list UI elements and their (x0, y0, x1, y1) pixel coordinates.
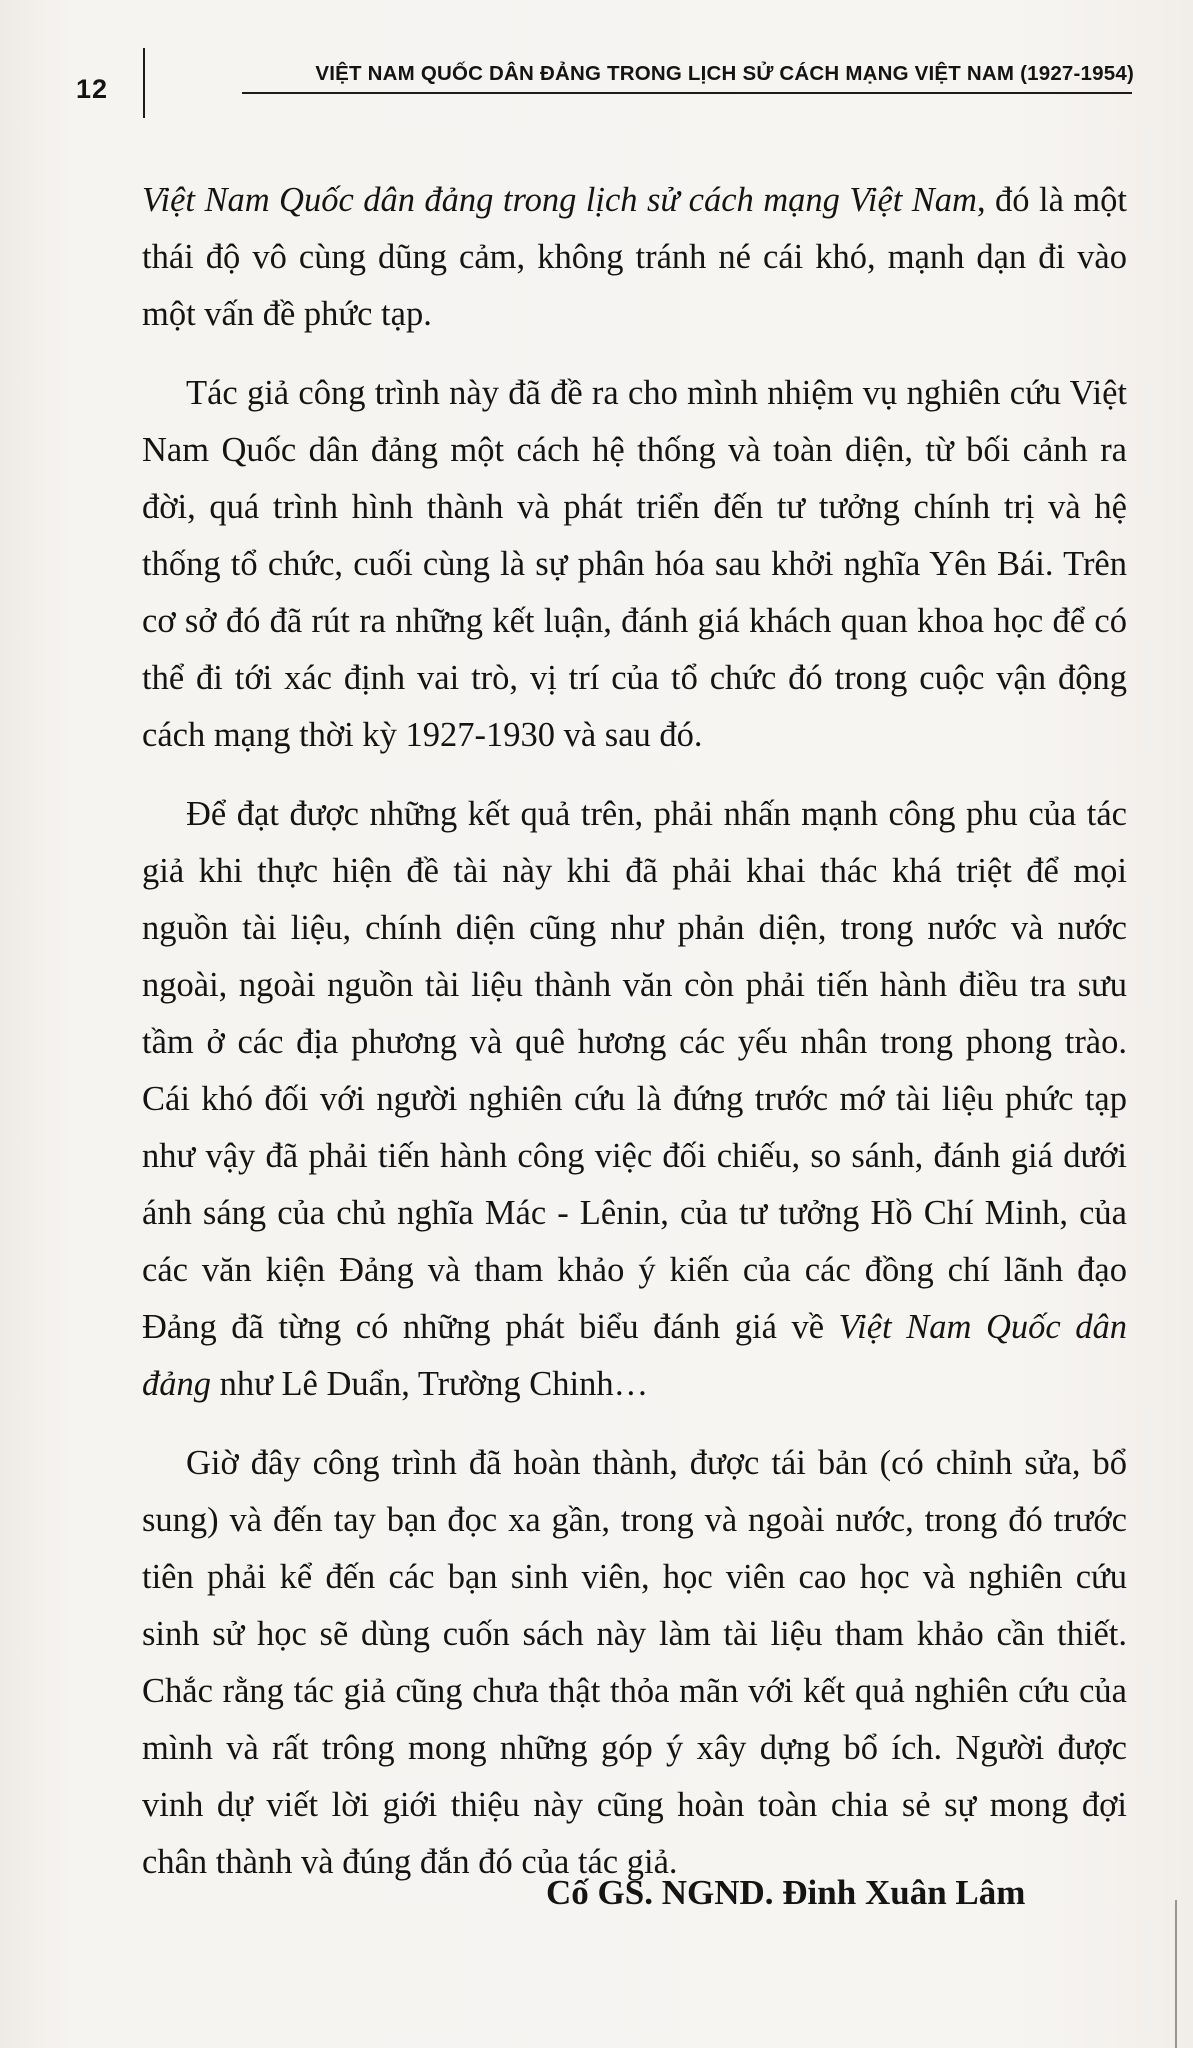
body-text (142, 172, 1127, 1913)
paragraph-3-tail: như Lê Duẩn, Trường Chinh… (211, 1365, 649, 1403)
paragraph-2: Tác giả công trình này đã đề ra cho mình nhiệm vụ nghiên cứu Việt Nam Quốc dân đảng một cách hệ thống và toàn diện, từ bối cảnh ra đời, quá trình hình thành và phát triển đến tư tưởng chính trị và hệ thống tổ chức, cuối cùng là sự phân hóa sau khởi nghĩa Yên Bái. Trên cơ sở đó đã rút ra những kết luận, đánh giá khách quan khoa học để có thể đi tới xác định vai trò, vị trí của tổ chức đó trong cuộc vận động cách mạng thời kỳ 1927-1930 và sau đó. (142, 374, 1127, 754)
page-number: 12 (76, 74, 109, 104)
paragraph-1-text: , đó là một thái độ vô cùng dũng cảm, không tránh né cái khó, mạnh dạn đi vào một vấn đề phức tạp. (142, 181, 1127, 333)
author-signature: Cố GS. NGND. Đinh Xuân Lâm (546, 1873, 1026, 1912)
book-title-italic: Việt Nam Quốc dân đảng trong lịch sử cách mạng Việt Nam (142, 181, 977, 219)
header-divider (143, 48, 145, 118)
paragraph-4: Giờ đây công trình đã hoàn thành, được tái bản (có chỉnh sửa, bổ sung) và đến tay bạn đọc xa gần, trong và ngoài nước, trong đó trước tiên phải kể đến các bạn sinh viên, học viên cao học và nghiên cứu sinh sử học sẽ dùng cuốn sách này làm tài liệu tham khảo cần thiết. Chắc rằng tác giả cũng chưa thật thỏa mãn với kết quả nghiên cứu của mình và rất trông mong những góp ý xây dựng bổ ích. Người được vinh dự viết lời giới thiệu này cũng hoàn toàn chia sẻ sự mong đợi chân thành và đúng đắn đó của tác giả. (142, 1444, 1127, 1881)
running-head-rule (242, 92, 1132, 94)
paragraph-3-text: Để đạt được những kết quả trên, phải nhấn mạnh công phu của tác giả khi thực hiện đề tài này khi đã phải khai thác khá triệt để mọi nguồn tài liệu, chính diện cũng như phản diện, trong nước và nước ngoài, ngoài nguồn tài liệu thành văn còn phải tiến hành điều tra sưu tầm ở các địa phương và quê hương các yếu nhân trong phong trào. Cái khó đối với người nghiên cứu là đứng trước mớ tài liệu phức tạp như vậy đã phải tiến hành công việc đối chiếu, so sánh, đánh giá dưới ánh sáng của chủ nghĩa Mác - Lênin, của tư tưởng Hồ Chí Minh, của các văn kiện Đảng và tham khảo ý kiến của các đồng chí lãnh đạo Đảng đã từng có những phát biểu đánh giá về (142, 795, 1127, 1346)
paragraph-1 (142, 172, 1127, 343)
page-edge-line (1175, 1900, 1177, 2048)
party-name-italic: Việt Nam Quốc dân đảng (142, 1308, 1128, 1403)
running-head: VIỆT NAM QUỐC DÂN ĐẢNG TRONG LỊCH SỬ CÁCH MẠNG VIỆT NAM (1927-1954) (315, 62, 1134, 85)
page-header (0, 0, 1193, 130)
paragraph-3 (142, 786, 1127, 1413)
